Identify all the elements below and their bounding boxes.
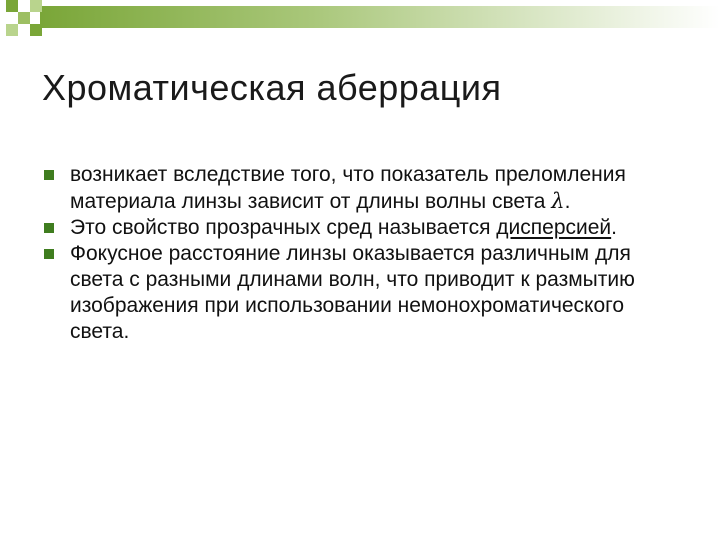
bullet-text: Фокусное расстояние линзы оказывается различным для света с разными длинами волн, что приводит к размытию изображения при использовании немонохроматического света. (70, 242, 635, 343)
bullet-text: Это свойство прозрачных сред называется (70, 216, 497, 239)
bullet-text-end: . (564, 190, 571, 213)
list-item (40, 241, 680, 345)
bullet-text: возникает вследствие того, что показатель преломления материала линзы зависит от длины волны света (70, 163, 626, 213)
square-bullet-icon (44, 223, 54, 233)
header-decoration (0, 0, 720, 34)
dispersion-link[interactable]: дисперсией (496, 216, 612, 239)
bullet-list (40, 162, 680, 345)
deco-square (30, 0, 42, 12)
slide-title: Хроматическая аберрация (42, 67, 502, 108)
square-bullet-icon (44, 170, 54, 180)
deco-square (18, 12, 30, 24)
deco-square (30, 24, 42, 36)
list-item (40, 215, 680, 241)
square-bullet-icon (44, 249, 54, 259)
deco-square (6, 0, 18, 12)
deco-square (6, 24, 18, 36)
lambda-symbol: λ (551, 189, 565, 213)
bullet-text-end: . (611, 216, 617, 239)
list-item (40, 162, 680, 215)
header-gradient-strip (40, 6, 720, 28)
